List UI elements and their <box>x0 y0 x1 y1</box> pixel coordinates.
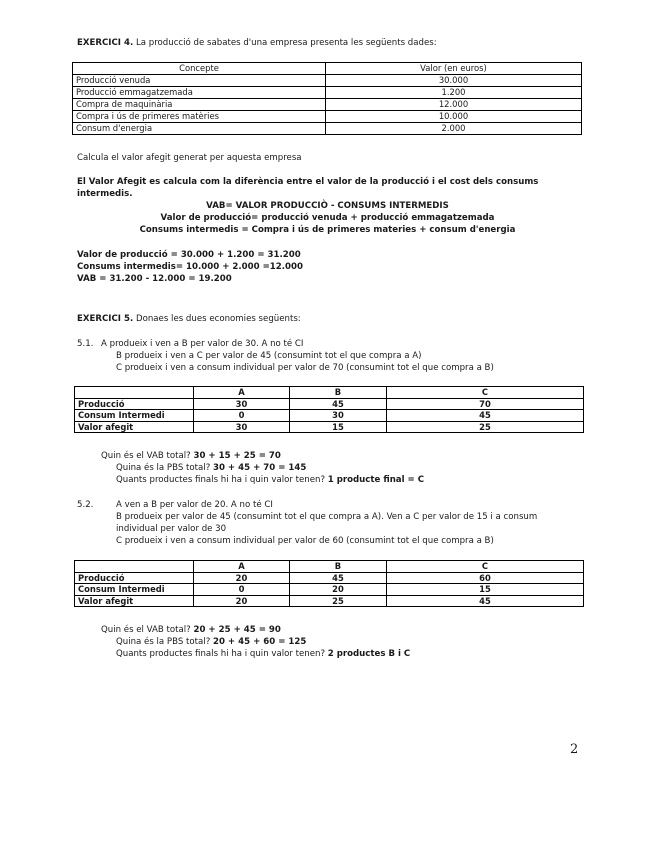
ex5-part1-table-header <box>75 387 584 399</box>
cell-b: 25 <box>290 595 387 607</box>
q1-text: Quin és el VAB total? <box>101 451 194 461</box>
ex4-cell-concept: Compra de maquinària <box>73 99 326 111</box>
cell-a: 0 <box>194 584 290 596</box>
cell-b: 30 <box>290 410 387 422</box>
ex5-part1-q2 <box>116 463 306 474</box>
ex4-cell-value: 1.200 <box>326 87 582 99</box>
header-b: B <box>290 561 387 573</box>
q2-text: Quina és la PBS total? <box>116 637 213 647</box>
page-number: 2 <box>570 742 579 757</box>
a1-text: 30 + 15 + 25 = 70 <box>193 451 281 461</box>
cell-a: 0 <box>194 410 290 422</box>
cell-a: 20 <box>194 595 290 607</box>
cell-c: 15 <box>387 584 584 596</box>
ex5-part2-q1 <box>101 625 281 636</box>
table-row <box>75 398 584 410</box>
row-label: Consum Intermedi <box>75 584 194 596</box>
ex5-intro-text: Donaes les dues economies següents: <box>133 314 301 324</box>
ex5-part2-table-header <box>75 561 584 573</box>
ex5-part1-table <box>74 386 584 433</box>
ex4-header-concepte: Concepte <box>73 63 326 75</box>
header-b: B <box>290 387 387 399</box>
ex5-intro <box>77 314 301 325</box>
table-row <box>73 87 582 99</box>
ex5-part2-line4: C produeix i ven a consum individual per valor de 60 (consumint tot el que compra a B) <box>116 536 494 546</box>
row-label: Producció <box>75 572 194 584</box>
ex4-cell-value: 10.000 <box>326 111 582 123</box>
table-row <box>73 75 582 87</box>
ex5-part2-line1: A ven a B per valor de 20. A no té CI <box>116 500 273 510</box>
header-c: C <box>387 561 584 573</box>
ex5-part1-q1 <box>101 451 281 462</box>
row-label: Producció <box>75 398 194 410</box>
q3-text: Quants productes finals hi ha i quin valor tenen? <box>116 475 328 485</box>
cell-a: 30 <box>194 421 290 433</box>
q3-text: Quants productes finals hi ha i quin valor tenen? <box>116 649 328 659</box>
q2-text: Quina és la PBS total? <box>116 463 213 473</box>
ex4-intro-text: La producció de sabates d'una empresa presenta les següents dades: <box>133 38 437 48</box>
ex4-cell-concept: Compra i ús de primeres matèries <box>73 111 326 123</box>
cell-b: 45 <box>290 398 387 410</box>
ex4-formula3: Consums intermedis = Compra i ús de primeres materies + consum d'energia <box>139 225 516 235</box>
ex4-question: Calcula el valor afegit generat per aquesta empresa <box>77 153 302 163</box>
table-row <box>75 421 584 433</box>
cell-c: 25 <box>387 421 584 433</box>
ex4-calc2: Consums intermedis= 10.000 + 2.000 =12.000 <box>77 262 303 272</box>
ex4-cell-value: 30.000 <box>326 75 582 87</box>
ex4-heading: EXERCICI 4. <box>77 38 134 48</box>
a3-text: 1 producte final = C <box>327 475 425 485</box>
ex5-part2-q2 <box>116 637 306 648</box>
ex4-header-valor: Valor (en euros) <box>326 63 582 75</box>
ex4-cell-concept: Producció emmagatzemada <box>73 87 326 99</box>
cell-c: 45 <box>387 410 584 422</box>
cell-a: 20 <box>194 572 290 584</box>
ex5-part1-line2: B produeix i ven a C per valor de 45 (consumint tot el que compra a A) <box>116 351 422 361</box>
cell-a: 30 <box>194 398 290 410</box>
ex5-heading: EXERCICI 5. <box>77 314 134 324</box>
header-a: A <box>194 561 290 573</box>
ex4-calc1: Valor de producció = 30.000 + 1.200 = 31.200 <box>77 250 301 260</box>
header-a: A <box>194 387 290 399</box>
a1-text: 20 + 25 + 45 = 90 <box>193 625 281 635</box>
ex5-part1-number: 5.1. <box>77 339 94 349</box>
table-row <box>75 584 584 596</box>
ex5-part2-line2: B produeix per valor de 45 (consumint tot el que compra a A). Ven a C per valor de 15 i a consum <box>116 512 538 522</box>
ex5-part1-q3 <box>116 475 424 486</box>
a2-text: 30 + 45 + 70 = 145 <box>212 463 307 473</box>
cell-c: 70 <box>387 398 584 410</box>
ex5-part1-line3: C produeix i ven a consum individual per valor de 70 (consumint tot el que compra a B) <box>116 363 494 373</box>
table-row <box>73 123 582 135</box>
cell-b: 45 <box>290 572 387 584</box>
row-label: Valor afegit <box>75 421 194 433</box>
table-row <box>75 410 584 422</box>
table-row <box>75 572 584 584</box>
a2-text: 20 + 45 + 60 = 125 <box>212 637 307 647</box>
ex4-intro <box>77 38 437 49</box>
table-row <box>73 111 582 123</box>
ex4-cell-concept: Producció venuda <box>73 75 326 87</box>
cell-b: 20 <box>290 584 387 596</box>
ex4-answer-line2: intermedis. <box>77 189 133 199</box>
q1-text: Quin és el VAB total? <box>101 625 194 635</box>
ex5-part2-line3: individual per valor de 30 <box>116 524 227 534</box>
a3-text: 2 productes B i C <box>327 649 411 659</box>
ex4-cell-concept: Consum d'energia <box>73 123 326 135</box>
header-empty <box>75 561 194 573</box>
ex4-cell-value: 2.000 <box>326 123 582 135</box>
ex4-table <box>72 62 582 135</box>
ex5-part2-table <box>74 560 584 607</box>
cell-b: 15 <box>290 421 387 433</box>
ex5-part1-line1: A produeix i ven a B per valor de 30. A no té CI <box>101 339 304 349</box>
table-row <box>75 595 584 607</box>
cell-c: 45 <box>387 595 584 607</box>
row-label: Consum Intermedi <box>75 410 194 422</box>
header-empty <box>75 387 194 399</box>
ex4-answer-line1: El Valor Afegit es calcula com la diferència entre el valor de la producció i el cost dels consums <box>77 177 539 187</box>
table-row <box>73 99 582 111</box>
ex4-table-header <box>73 63 582 75</box>
ex4-calc3: VAB = 31.200 - 12.000 = 19.200 <box>77 274 232 284</box>
row-label: Valor afegit <box>75 595 194 607</box>
cell-c: 60 <box>387 572 584 584</box>
ex5-part2-number: 5.2. <box>77 500 94 510</box>
ex4-cell-value: 12.000 <box>326 99 582 111</box>
ex5-part2-q3 <box>116 649 410 660</box>
ex4-formula2: Valor de producció= producció venuda + producció emmagatzemada <box>160 213 495 223</box>
header-c: C <box>387 387 584 399</box>
ex4-formula1: VAB= VALOR PRODUCCIÒ - CONSUMS INTERMEDIS <box>206 201 449 211</box>
